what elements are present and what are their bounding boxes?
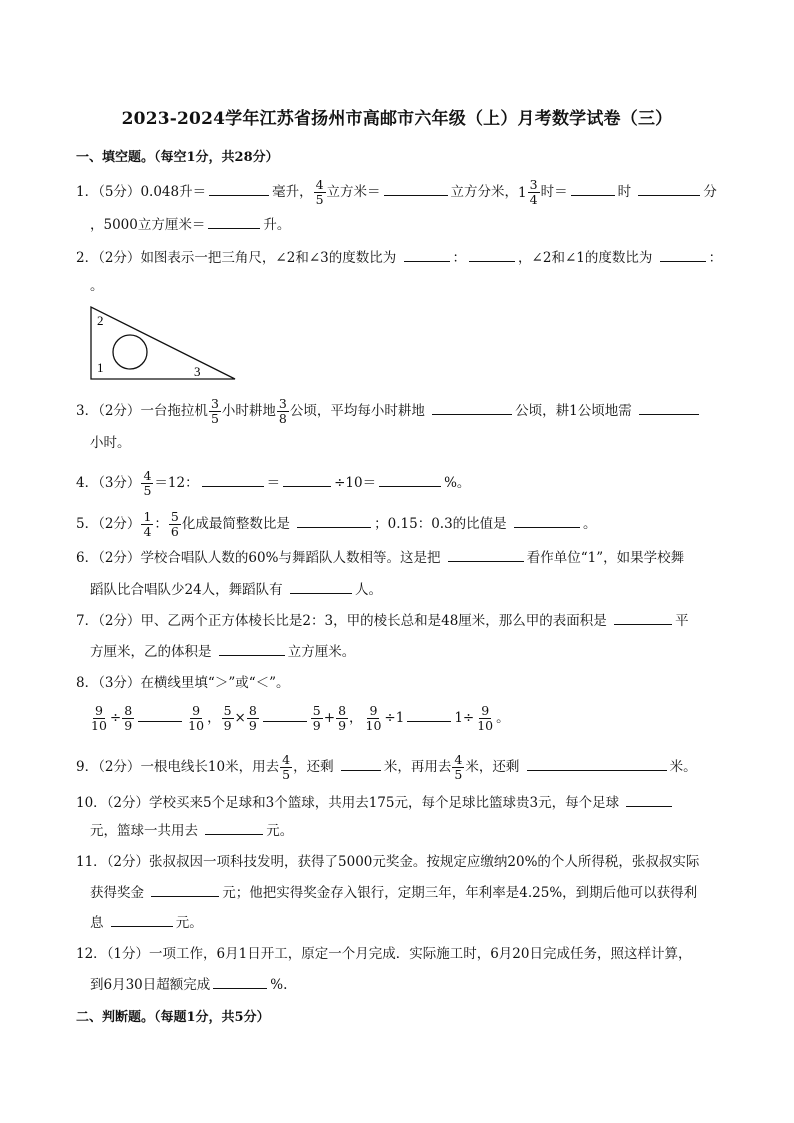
question-text: 元，篮球一共用去 [90, 823, 198, 839]
denominator: 9 [248, 718, 257, 733]
triangle-shape [91, 307, 235, 379]
answer-blank[interactable] [660, 247, 706, 262]
operator: + [323, 710, 336, 726]
fraction [364, 704, 384, 733]
question-number: 12． [76, 946, 107, 962]
question-text: 时 [617, 184, 632, 200]
question-text: 0.048升＝ [140, 184, 207, 200]
question-text: 。 [496, 710, 510, 726]
question-text: 人。 [354, 582, 382, 598]
operator: ÷ [109, 710, 122, 726]
question-8-expressions [88, 703, 510, 733]
fraction [122, 704, 134, 733]
question-score: （3分） [98, 475, 141, 491]
fraction [452, 753, 464, 782]
answer-blank[interactable] [205, 820, 263, 835]
question-text: 到6月30日超额完成 [90, 977, 211, 993]
question-3-line-2 [90, 433, 131, 453]
question-1 [76, 178, 717, 207]
fraction [186, 704, 206, 733]
denominator: 4 [529, 192, 538, 207]
question-text: 甲、乙两个正方体棱长比是2：3，甲的棱长总和是48厘米，那么甲的表面积是 [140, 613, 607, 629]
question-text: %. [270, 977, 288, 993]
answer-blank[interactable] [219, 641, 285, 656]
answer-blank[interactable] [626, 792, 672, 807]
numerator: 5 [223, 703, 232, 718]
numerator: 1 [143, 509, 152, 524]
numerator: 3 [278, 396, 287, 411]
compare-blank[interactable] [138, 707, 182, 722]
fraction [222, 704, 234, 733]
numerator: 9 [481, 703, 490, 718]
angle-label-3: 3 [194, 364, 201, 379]
numerator: 5 [170, 509, 179, 524]
answer-blank[interactable] [283, 472, 331, 487]
fraction [311, 704, 323, 733]
question-text: 获得奖金 [90, 885, 144, 901]
question-text: 米。 [669, 759, 697, 775]
question-text: ，5000立方厘米＝ [90, 217, 206, 233]
answer-blank[interactable] [341, 756, 381, 771]
triangle-hole [113, 335, 147, 369]
question-text: ÷10＝ [334, 475, 377, 491]
denominator: 10 [477, 718, 494, 733]
question-number: 5． [76, 516, 99, 532]
answer-blank[interactable] [208, 214, 260, 229]
numerator: 8 [338, 703, 347, 718]
answer-blank[interactable] [151, 882, 219, 897]
question-text: 如图表示一把三角尺，∠2和∠3的度数比为 [140, 250, 397, 266]
denominator: 9 [124, 718, 133, 733]
question-9 [76, 753, 697, 782]
answer-blank[interactable] [379, 472, 441, 487]
fraction [247, 704, 259, 733]
question-1-line-2 [90, 214, 290, 235]
question-text: ＝ [266, 475, 281, 491]
question-text: 。 [582, 516, 597, 532]
question-text: 平 [675, 613, 689, 629]
question-7-line-2 [90, 641, 355, 662]
operator: × [234, 710, 246, 726]
operator: 1÷ [454, 710, 475, 726]
answer-blank[interactable] [527, 756, 667, 771]
question-3 [76, 397, 702, 426]
question-number: 8． [76, 675, 99, 691]
question-10 [76, 792, 675, 813]
fraction [89, 704, 109, 733]
question-text: 小时耕地 [221, 403, 276, 419]
question-text: 立方米＝ [326, 184, 381, 200]
question-text: 元。 [175, 915, 203, 931]
question-text: 蹈队比合唱队少24人，舞蹈队有 [90, 582, 283, 598]
question-text: 立方厘米。 [287, 644, 356, 660]
answer-blank[interactable] [202, 472, 264, 487]
question-score: （2分） [98, 516, 141, 532]
question-score: （1分） [106, 946, 150, 962]
denominator: 5 [282, 767, 291, 782]
question-score: （2分） [106, 854, 150, 870]
separator: ， [207, 710, 221, 726]
answer-blank[interactable] [469, 247, 515, 262]
fraction [141, 510, 153, 539]
question-number: 6． [76, 550, 99, 566]
separator: ， [349, 710, 363, 726]
question-6 [76, 547, 684, 568]
question-score: （2分） [98, 250, 141, 266]
ratio-colon: ： [154, 516, 168, 532]
fraction [475, 704, 495, 733]
question-text: 米，再用去 [383, 759, 452, 775]
question-number: 1． [76, 184, 99, 200]
question-8 [76, 673, 290, 693]
question-text: 在横线里填“＞”或“＜”。 [140, 675, 290, 691]
numerator: 4 [282, 752, 291, 767]
mixed-number [518, 178, 541, 207]
question-score: （2分） [106, 795, 150, 811]
question-text: 毫升， [272, 184, 313, 200]
question-text: 米，还剩 [465, 759, 520, 775]
fraction [314, 178, 326, 207]
question-text: 升。 [263, 217, 291, 233]
question-10-line-2 [90, 820, 293, 841]
answer-blank[interactable] [638, 181, 700, 196]
numerator: 3 [210, 396, 219, 411]
answer-blank[interactable] [384, 181, 448, 196]
answer-blank[interactable] [297, 513, 371, 528]
numerator: 9 [192, 703, 201, 718]
question-number: 10． [76, 795, 107, 811]
question-score: （2分） [98, 550, 141, 566]
operator: ÷1 [384, 710, 405, 726]
denominator: 6 [170, 524, 179, 539]
question-text: 学校合唱队人数的60%与舞蹈队人数相等。这是把 [140, 550, 441, 566]
answer-blank[interactable] [432, 400, 512, 415]
answer-blank[interactable] [209, 181, 269, 196]
angle-label-1: 1 [97, 360, 104, 375]
fraction [141, 469, 153, 498]
question-score: （2分） [98, 613, 141, 629]
question-12 [76, 944, 691, 964]
question-text: 息 [90, 915, 104, 931]
question-score: （3分） [98, 675, 141, 691]
numerator: 9 [94, 703, 103, 718]
fraction [528, 178, 540, 207]
answer-blank[interactable] [448, 547, 524, 562]
numerator: 9 [369, 703, 378, 718]
question-2-line-2 [90, 276, 104, 296]
question-text: %。 [444, 475, 471, 491]
section-heading-fill-blank: 一、填空题。（每空1分，共28分） [76, 150, 279, 165]
denominator: 4 [143, 524, 152, 539]
numerator: 4 [143, 468, 152, 483]
question-11 [76, 852, 699, 872]
question-text: 时＝ [540, 184, 568, 200]
fraction [169, 510, 181, 539]
question-text: 一项工作，6月1日开工，原定一个月完成．实际施工时，6月20日完成任务，照这样计算， [149, 946, 692, 962]
numerator: 3 [529, 177, 538, 192]
answer-blank[interactable] [514, 513, 580, 528]
question-number: 2． [76, 250, 99, 266]
question-text: 张叔叔因一项科技发明，获得了5000元奖金。按规定应缴纳20%的个人所得税，张叔叔实际 [149, 854, 700, 870]
question-text: 方厘米，乙的体积是 [90, 644, 212, 660]
page-title: 2023-2024学年江苏省扬州市高邮市六年级（上）月考数学试卷（三） [121, 109, 673, 129]
question-text: 一根电线长10米，用去 [140, 759, 280, 775]
question-text: 公顷，平均每小时耕地 [289, 403, 425, 419]
question-text: ，还剩 [293, 759, 334, 775]
fraction [277, 397, 289, 426]
question-text: 小时。 [90, 435, 131, 451]
question-text: 一台拖拉机 [140, 403, 208, 419]
question-2 [76, 247, 722, 268]
numerator: 8 [248, 703, 257, 718]
fraction [209, 397, 221, 426]
question-text: ，∠2和∠1的度数比为 [518, 250, 653, 266]
fraction [336, 704, 348, 733]
numerator: 8 [124, 703, 133, 718]
numerator: 4 [315, 177, 324, 192]
question-score: （5分） [98, 184, 141, 200]
question-number: 9． [76, 759, 99, 775]
denominator: 9 [338, 718, 347, 733]
question-number: 11． [76, 854, 107, 870]
denominator: 9 [223, 718, 232, 733]
question-5 [76, 510, 596, 539]
answer-blank[interactable] [213, 974, 267, 989]
whole-part: 1 [518, 184, 527, 201]
question-text: 立方分米， [450, 184, 519, 200]
denominator: 5 [210, 411, 219, 426]
answer-blank[interactable] [571, 181, 615, 196]
numerator: 5 [312, 703, 321, 718]
denominator: 10 [188, 718, 205, 733]
question-text: 元。 [266, 823, 294, 839]
denominator: 10 [365, 718, 382, 733]
question-score: （2分） [98, 403, 141, 419]
question-7 [76, 610, 689, 631]
set-square-diagram [88, 305, 238, 381]
question-12-line-2 [90, 974, 287, 995]
numerator: 4 [454, 752, 463, 767]
question-text: 。 [90, 278, 104, 294]
answer-blank[interactable] [614, 610, 672, 625]
answer-blank[interactable] [639, 400, 699, 415]
denominator: 9 [312, 718, 321, 733]
ratio-colon: ： [452, 250, 467, 266]
denominator: 5 [143, 483, 152, 498]
question-text: 看作单位“1”，如果学校舞 [526, 550, 685, 566]
answer-blank[interactable] [404, 247, 450, 262]
section-heading-true-false: 二、判断题。（每题1分，共5分） [76, 1010, 270, 1025]
denominator: 5 [454, 767, 463, 782]
question-text: 学校买来5个足球和3个篮球，共用去175元，每个足球比篮球贵3元，每个足球 [149, 795, 620, 811]
denominator: 5 [315, 192, 324, 207]
ratio-colon: ： [708, 250, 723, 266]
question-11-line-3 [90, 912, 203, 933]
question-11-line-2 [90, 882, 697, 903]
question-4 [76, 469, 470, 498]
denominator: 8 [278, 411, 287, 426]
question-number: 4． [76, 475, 99, 491]
compare-blank[interactable] [263, 707, 307, 722]
answer-blank[interactable] [111, 912, 173, 927]
question-text: 分 [703, 184, 717, 200]
question-text: ；0.15：0.3的比值是 [374, 516, 507, 532]
question-6-line-2 [90, 579, 382, 600]
question-text: ＝12： [154, 475, 199, 491]
denominator: 10 [91, 718, 107, 733]
fraction [280, 753, 292, 782]
question-text: 化成最简整数比是 [181, 516, 290, 532]
question-text: 元；他把实得奖金存入银行，定期三年，年利率是4.25%，到期后他可以获得利 [222, 885, 698, 901]
question-number: 7． [76, 613, 99, 629]
angle-label-2: 2 [97, 313, 104, 328]
question-number: 3． [76, 403, 99, 419]
compare-blank[interactable] [407, 707, 451, 722]
question-score: （2分） [98, 759, 141, 775]
question-text: 公顷，耕1公顷地需 [515, 403, 632, 419]
answer-blank[interactable] [290, 579, 352, 594]
